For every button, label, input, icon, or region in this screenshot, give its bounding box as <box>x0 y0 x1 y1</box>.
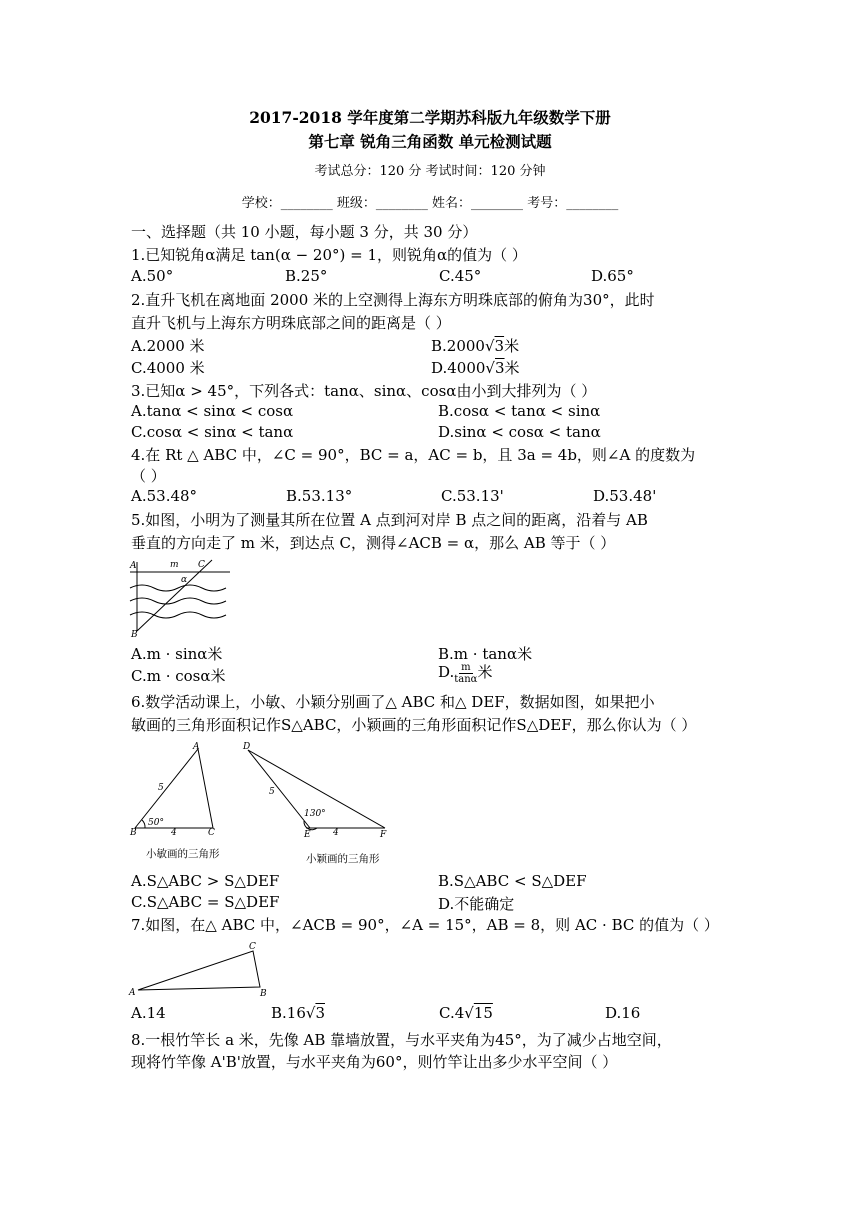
q5-stem-line1: 5.如图，小明为了测量其所在位置 A 点到河对岸 B 点之间的距离，沿着与 AB <box>131 511 648 529</box>
q6-option-b[interactable]: B.S△ABC < S△DEF <box>438 872 587 890</box>
q5-label-alpha: α <box>181 575 188 585</box>
q7-label-b: B <box>260 989 267 999</box>
q7-label-c: C <box>249 942 256 952</box>
q5-wave-2 <box>130 598 226 604</box>
q6-triangle-abc-figure <box>128 740 232 836</box>
section-heading: 一、选择题（共 10 小题，每小题 3 分，共 30 分） <box>131 223 478 241</box>
q6-option-d[interactable]: D.不能确定 <box>438 895 515 913</box>
q1-option-a[interactable]: A.50° <box>131 267 174 285</box>
q6-label-angle-b: 50° <box>148 818 164 828</box>
q6-label-c: C <box>208 828 215 836</box>
q6-label-bc-length: 4 <box>171 828 177 836</box>
q5-wave-3 <box>130 612 226 618</box>
q1-option-c[interactable]: C.45° <box>439 267 482 285</box>
q1-option-b[interactable]: B.25° <box>285 267 328 285</box>
q5-option-d[interactable]: D. $\frac{m}{\tan\alpha}$ 米 <box>438 661 493 685</box>
q6-label-ab-length: 5 <box>158 783 164 793</box>
q6-caption-xiaomin: 小敏画的三角形 <box>146 848 220 860</box>
q7-option-c[interactable]: C.4√15 <box>439 1004 493 1022</box>
q5-option-b[interactable]: B.m · tanα米 <box>438 645 533 663</box>
exam-info: 考试总分：120 分 考试时间：120 分钟 <box>314 164 546 179</box>
q6-triangle-abc <box>135 749 213 828</box>
q7-triangle-abc <box>138 951 260 990</box>
q6-stem-line2: 敏画的三角形面积记作S△ABC，小颖画的三角形面积记作S△DEF，那么你认为（ ） <box>131 716 697 734</box>
q5-line-bc <box>137 560 212 631</box>
q5-stem-line2: 垂直的方向走了 m 米，到达点 C，测得∠ACB = α，那么 AB 等于（ ） <box>131 534 616 552</box>
q5-label-c: C <box>198 560 205 570</box>
q7-label-a: A <box>129 988 136 998</box>
q6-label-ef-length: 4 <box>333 828 339 838</box>
q7-option-b[interactable]: B.16√3 <box>271 1004 325 1022</box>
q6-label-e: E <box>304 830 311 838</box>
q2-stem-line2: 直升飞机与上海东方明珠底部之间的距离是（ ） <box>131 314 451 332</box>
q5-option-c[interactable]: C.m · cosα米 <box>131 667 226 685</box>
q6-label-f: F <box>380 830 387 838</box>
q2-stem-line1: 2.直升飞机在离地面 2000 米的上空测得上海东方明珠底部的俯角为30°，此时 <box>131 291 655 309</box>
q6-label-angle-e: 130° <box>304 809 326 819</box>
q2-option-a[interactable]: A.2000 米 <box>131 337 205 355</box>
q6-side-de <box>248 750 310 828</box>
q6-label-d: D <box>243 742 251 752</box>
exam-title: 2017-2018 学年度第二学期苏科版九年级数学下册 <box>249 108 611 127</box>
q4-option-a[interactable]: A.53.48° <box>131 487 198 505</box>
q4-option-c[interactable]: C.53.13' <box>441 487 504 505</box>
q3-option-b[interactable]: B.cosα < tanα < sinα <box>438 402 601 420</box>
q7-stem: 7.如图，在△ ABC 中，∠ACB = 90°，∠A = 15°，AB = 8，则 AC · BC 的值为（ ） <box>131 916 719 934</box>
q6-option-c[interactable]: C.S△ABC = S△DEF <box>131 893 280 911</box>
q7-option-d[interactable]: D.16 <box>605 1004 641 1022</box>
q5-fraction: $\frac{m}{\tan\alpha}$ <box>454 661 478 685</box>
q5-river-figure <box>128 555 232 639</box>
q7-option-a[interactable]: A.14 <box>131 1004 166 1022</box>
q4-option-b[interactable]: B.53.13° <box>286 487 353 505</box>
q6-caption-xiaoying: 小颖画的三角形 <box>306 853 380 865</box>
q1-stem: 1.已知锐角α满足 tan(α − 20°) = 1，则锐角α的值为（ ） <box>131 246 527 264</box>
q3-option-c[interactable]: C.cosα < sinα < tanα <box>131 423 294 441</box>
q2-option-c[interactable]: C.4000 米 <box>131 359 205 377</box>
q3-option-a[interactable]: A.tanα < sinα < cosα <box>131 402 294 420</box>
q4-stem-line2: （ ） <box>131 467 166 485</box>
q7-triangle-figure <box>128 938 274 1000</box>
q6-angle-b-arc <box>142 820 145 828</box>
q4-stem-line1: 4.在 Rt △ ABC 中，∠C = 90°，BC = a，AC = b，且 3a = 4b，则∠A 的度数为 <box>131 446 696 464</box>
q6-label-de-length: 5 <box>269 787 275 797</box>
q3-stem: 3.已知α > 45°，下列各式：tanα、sinα、cosα由小到大排列为（ ） <box>131 382 597 400</box>
q1-option-d[interactable]: D.65° <box>591 267 634 285</box>
q2-option-b[interactable]: B.2000√3米 <box>431 337 520 355</box>
q6-option-a[interactable]: A.S△ABC > S△DEF <box>131 872 280 890</box>
q5-label-b: B <box>131 630 138 639</box>
q6-stem-line1: 6.数学活动课上，小敏、小颖分别画了△ ABC 和△ DEF，数据如图，如果把小 <box>131 693 655 711</box>
q3-option-d[interactable]: D.sinα < cosα < tanα <box>438 423 601 441</box>
q5-label-a: A <box>130 561 137 571</box>
q5-wave-1 <box>130 585 226 591</box>
chapter-title: 第七章 锐角三角函数 单元检测试题 <box>308 132 552 151</box>
q8-stem-line2: 现将竹竿像 A'B'放置，与水平夹角为60°，则竹竿让出多少水平空间（ ） <box>131 1053 618 1071</box>
q6-label-a: A <box>193 742 200 752</box>
q6-label-b: B <box>130 828 137 836</box>
q2-option-d[interactable]: D.4000√3米 <box>431 359 520 377</box>
q8-stem-line1: 8.一根竹竿长 a 米，先像 AB 靠墙放置，与水平夹角为45°，为了减少占地空间， <box>131 1031 672 1049</box>
q4-option-d[interactable]: D.53.48' <box>593 487 657 505</box>
q6-triangle-def-figure <box>238 738 394 838</box>
q5-option-a[interactable]: A.m · sinα米 <box>131 645 223 663</box>
q5-label-m: m <box>170 560 179 570</box>
student-info: 学校：________ 班级：________ 姓名：________ 考号：________ <box>241 196 619 211</box>
